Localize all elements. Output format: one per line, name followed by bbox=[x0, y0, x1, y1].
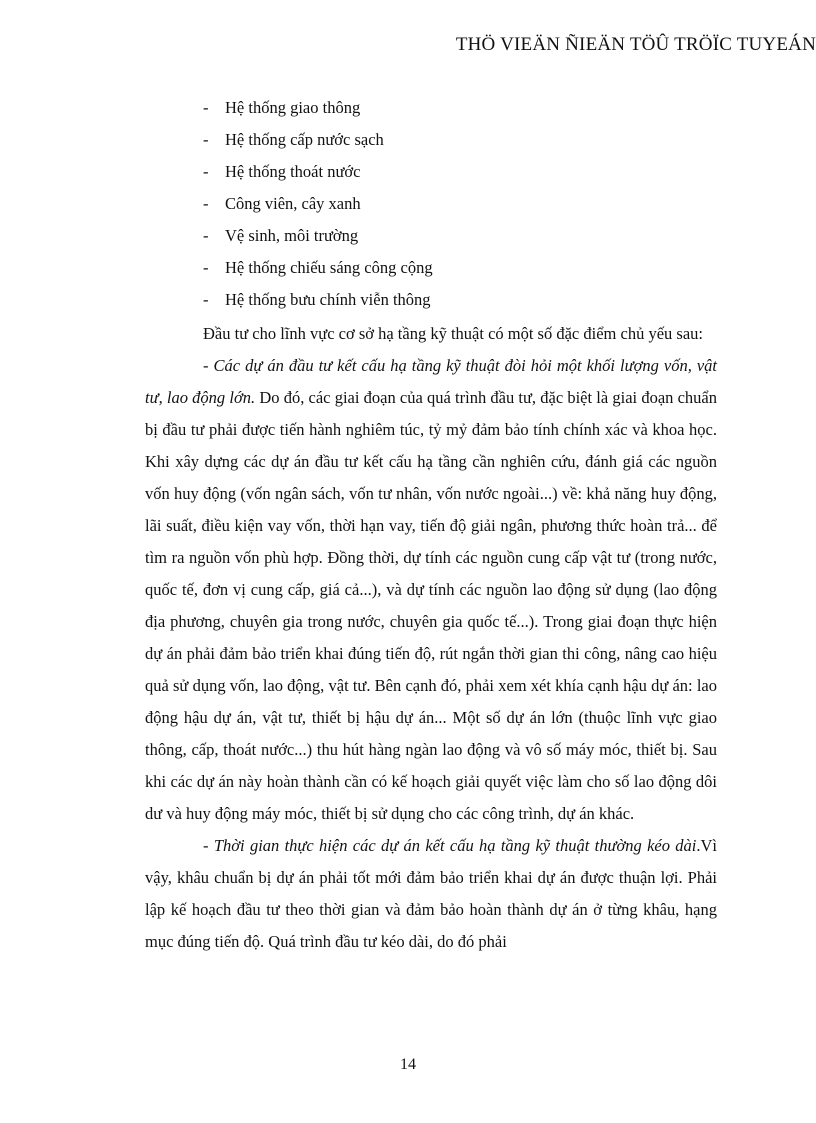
list-item-text: Hệ thống chiếu sáng công cộng bbox=[225, 258, 433, 277]
bullet-dash: - bbox=[203, 226, 209, 245]
list-item bbox=[203, 192, 703, 224]
list-item-text: Hệ thống giao thông bbox=[225, 98, 361, 117]
bullet-dash: - bbox=[203, 290, 209, 309]
list-item bbox=[203, 288, 703, 320]
list-item bbox=[203, 128, 703, 160]
list-item-text: Công viên, cây xanh bbox=[225, 194, 361, 213]
paragraph-dash: - bbox=[203, 836, 214, 855]
paragraph-text: Do đó, các giai đoạn của quá trình đầu tư, đặc biệt là giai đoạn chuẩn bị đầu tư phải được tiến hành nghiêm túc, tỷ mỷ đảm bảo tính chính xác và khoa học. Khi xây dựng các dự án đầu tư kết cấu hạ tầng cần nghiên cứu, đánh giá các nguồn vốn huy động (vốn ngân sách, vốn tư nhân, vốn nước ngoài...) về: khả năng huy động, lãi suất, điều kiện vay vốn, thời hạn vay, tiến độ giải ngân, phương thức hoàn trả... để tìm ra nguồn vốn phù hợp. Đồng thời, dự tính các nguồn cung cấp vật tư (trong nước, quốc tế, đơn vị cung cấp, giá cả...), và dự tính các nguồn lao động sử dụng (lao động địa phương, chuyên gia trong nước, chuyên gia quốc tế...). Trong giai đoạn thực hiện dự án phải đảm bảo triển khai đúng tiến độ, rút ngắn thời gian thi công, nâng cao hiệu quả sử dụng vốn, lao động, vật tư. Bên cạnh đó, phải xem xét khía cạnh hậu dự án: lao động hậu dự án, vật tư, thiết bị hậu dự án... Một số dự án lớn (thuộc lĩnh vực giao thông, cấp, thoát nước...) thu hút hàng ngàn lao động và vô số máy móc, thiết bị. Sau khi các dự án này hoàn thành cần có kế hoạch giải quyết việc làm cho số lao động dôi dư và huy động máy móc, thiết bị sử dụng cho các công trình, dự án khác. bbox=[145, 388, 717, 823]
list-item-text: Hệ thống cấp nước sạch bbox=[225, 130, 384, 149]
list-item-text: Vệ sinh, môi trường bbox=[225, 226, 359, 245]
paragraph-text: .Vì vậy, khâu chuẩn bị dự án phải tốt mới đảm bảo triển khai dự án được thuận lợi. Phải lập kế hoạch đầu tư theo thời gian và đảm bảo hoàn thành dự án ở từng khâu, hạng mục đúng tiến độ. Quá trình đầu tư kéo dài, do đó phải bbox=[145, 836, 718, 951]
running-header: THÖ VIEÄN ÑIEÄN TÖÛ TRÖÏC TUYEÁN bbox=[455, 34, 816, 55]
paragraph-lead-italic: Các dự án đầu tư kết cấu hạ tầng kỹ thuật đòi hỏi một khối lượng vốn, vật tư, lao động lớn. bbox=[145, 356, 717, 407]
paragraph-dash: - bbox=[203, 356, 214, 375]
paragraph-capital-requirements bbox=[145, 350, 717, 830]
bullet-dash: - bbox=[203, 162, 209, 181]
paragraph-lead-italic: Thời gian thực hiện các dự án kết cấu hạ tầng kỹ thuật thường kéo dài bbox=[213, 836, 697, 855]
list-item-text: Hệ thống thoát nước bbox=[225, 162, 361, 181]
paragraph-long-duration bbox=[145, 830, 717, 958]
list-item bbox=[203, 224, 703, 256]
bullet-dash: - bbox=[203, 130, 209, 149]
intro-paragraph: Đầu tư cho lĩnh vực cơ sở hạ tầng kỹ thuật có một số đặc điểm chủ yếu sau: bbox=[203, 324, 703, 343]
bullet-dash: - bbox=[203, 194, 209, 213]
infrastructure-bullet-list bbox=[203, 96, 703, 320]
list-item bbox=[203, 160, 703, 192]
list-item bbox=[203, 256, 703, 288]
list-item bbox=[203, 96, 703, 128]
bullet-dash: - bbox=[203, 98, 209, 117]
bullet-dash: - bbox=[203, 258, 209, 277]
body-text bbox=[145, 318, 717, 958]
list-item-text: Hệ thống bưu chính viễn thông bbox=[225, 290, 431, 309]
page-number: 14 bbox=[400, 1056, 416, 1073]
